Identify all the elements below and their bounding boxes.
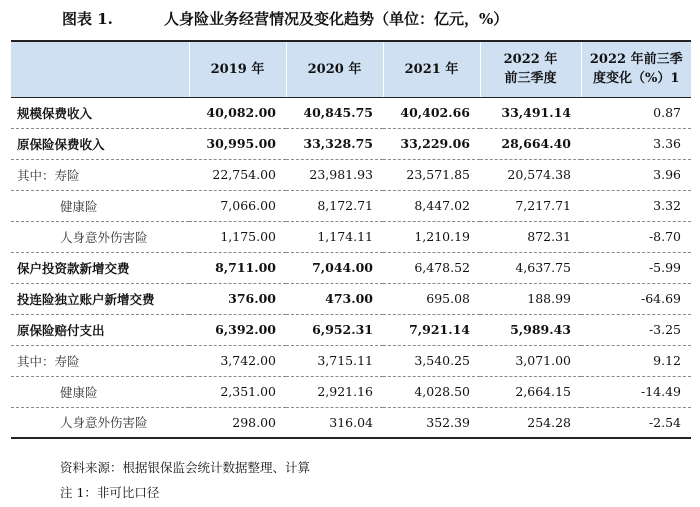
row-label: 其中：寿险 [11,159,189,190]
value-cell: 3,715.11 [286,345,383,376]
value-cell: 352.39 [383,407,480,438]
footnote-1: 注 1：非可比口径 [60,485,160,500]
table-row [11,221,691,252]
value-cell: 376.00 [189,283,286,314]
table-row [11,159,691,190]
value-cell: -5.99 [581,252,691,283]
value-cell: 1,175.00 [189,221,286,252]
header-cell: 2019 年 [189,41,286,97]
header-cell [11,41,189,97]
life-insurance-table [11,40,691,439]
table-row [11,376,691,407]
value-cell: 40,402.66 [383,97,480,128]
table-row [11,283,691,314]
value-cell: -3.25 [581,314,691,345]
value-cell: 6,392.00 [189,314,286,345]
table-row [11,190,691,221]
value-cell: 6,952.31 [286,314,383,345]
figure-label: 图表 1. [62,10,113,28]
value-cell: 1,174.11 [286,221,383,252]
value-cell: 4,637.75 [480,252,581,283]
value-cell: 7,044.00 [286,252,383,283]
table-row [11,128,691,159]
table-row [11,407,691,438]
value-cell: 9.12 [581,345,691,376]
value-cell: 7,066.00 [189,190,286,221]
row-label: 健康险 [11,190,189,221]
header-cell: 2021 年 [383,41,480,97]
row-label: 人身意外伤害险 [11,407,189,438]
table-row [11,345,691,376]
value-cell: 33,328.75 [286,128,383,159]
value-cell: 5,989.43 [480,314,581,345]
value-cell: 2,351.00 [189,376,286,407]
value-cell: 3,540.25 [383,345,480,376]
figure-caption: 人身险业务经营情况及变化趋势（单位：亿元，%） [164,10,509,28]
value-cell: 23,981.93 [286,159,383,190]
value-cell: 0.87 [581,97,691,128]
value-cell: 7,217.71 [480,190,581,221]
table-row [11,314,691,345]
value-cell: 3,071.00 [480,345,581,376]
value-cell: 23,571.85 [383,159,480,190]
value-cell: 3.96 [581,159,691,190]
row-label: 规模保费收入 [11,97,189,128]
value-cell: 695.08 [383,283,480,314]
row-label: 保户投资款新增交费 [11,252,189,283]
header-cell: 2022 年前三季 度变化（%）1 [581,41,691,97]
value-cell: 188.99 [480,283,581,314]
value-cell: 298.00 [189,407,286,438]
table-body [11,97,691,438]
value-cell: 7,921.14 [383,314,480,345]
data-table-container [11,40,691,439]
value-cell: 22,754.00 [189,159,286,190]
value-cell: 8,447.02 [383,190,480,221]
value-cell: 872.31 [480,221,581,252]
value-cell: 28,664.40 [480,128,581,159]
row-label: 原保险赔付支出 [11,314,189,345]
value-cell: 473.00 [286,283,383,314]
value-cell: 254.28 [480,407,581,438]
value-cell: -2.54 [581,407,691,438]
row-label: 投连险独立账户新增交费 [11,283,189,314]
row-label: 原保险保费收入 [11,128,189,159]
value-cell: -14.49 [581,376,691,407]
value-cell: 20,574.38 [480,159,581,190]
value-cell: 316.04 [286,407,383,438]
table-title [62,8,508,30]
value-cell: 2,664.15 [480,376,581,407]
table-row [11,252,691,283]
row-label: 其中：寿险 [11,345,189,376]
value-cell: -8.70 [581,221,691,252]
value-cell: 3.32 [581,190,691,221]
header-row [11,41,691,97]
table-row [11,97,691,128]
row-label: 人身意外伤害险 [11,221,189,252]
value-cell: 8,711.00 [189,252,286,283]
header-cell: 2020 年 [286,41,383,97]
value-cell: 3,742.00 [189,345,286,376]
value-cell: 2,921.16 [286,376,383,407]
value-cell: 1,210.19 [383,221,480,252]
value-cell: 4,028.50 [383,376,480,407]
source-note: 资料来源：根据银保监会统计数据整理、计算 [60,460,311,475]
value-cell: 3.36 [581,128,691,159]
header-cell: 2022 年 前三季度 [480,41,581,97]
value-cell: 40,845.75 [286,97,383,128]
value-cell: 8,172.71 [286,190,383,221]
row-label: 健康险 [11,376,189,407]
value-cell: 33,491.14 [480,97,581,128]
value-cell: 6,478.52 [383,252,480,283]
value-cell: -64.69 [581,283,691,314]
value-cell: 30,995.00 [189,128,286,159]
value-cell: 40,082.00 [189,97,286,128]
value-cell: 33,229.06 [383,128,480,159]
